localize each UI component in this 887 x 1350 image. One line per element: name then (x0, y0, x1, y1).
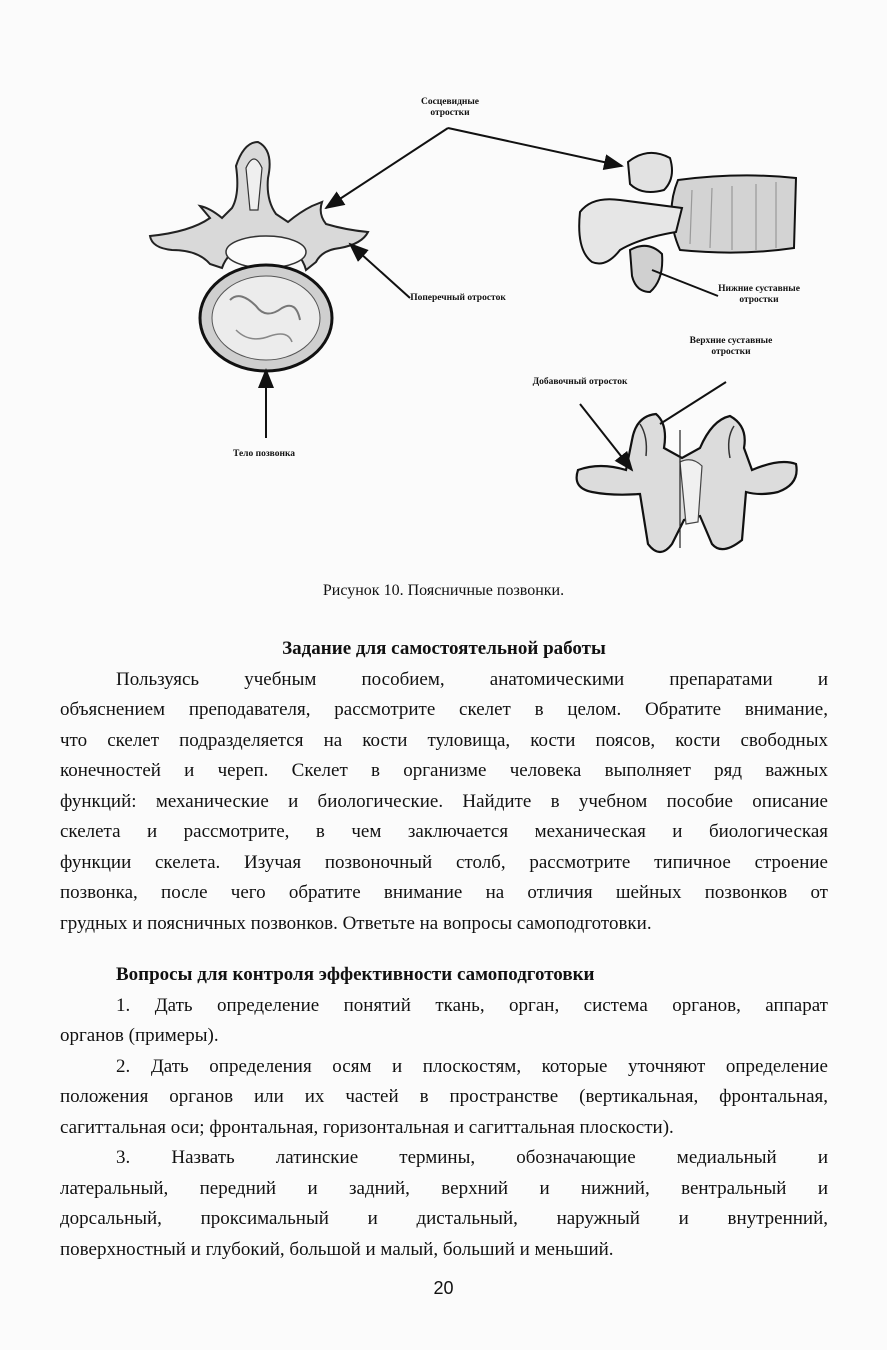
label-inferior-articular-processes: Нижние суставные отростки (718, 284, 800, 305)
label-mastoid-processes: Сосцевидные отростки (420, 97, 480, 118)
task-line: объяснением преподавателя, рассмотрите скелет в целом. Обратите внимание, (60, 699, 828, 720)
questions-section (60, 960, 828, 1265)
label-vertebral-body: Тело позвонка (232, 449, 296, 459)
task-line: конечностей и череп. Скелет в организме человека выполняет ряд важных (60, 760, 828, 781)
task-line: Пользуясь учебным пособием, анатомическими препаратами и (116, 668, 828, 690)
question-2-line: 2. Дать определения осям и плоскостям, которые уточняют определение (116, 1055, 828, 1077)
vertebra-posterior-view (577, 414, 797, 552)
task-line: грудных и поясничных позвонков. Ответьте на вопросы самоподготовки. (60, 912, 652, 934)
vertebra-lateral-view (579, 153, 796, 292)
questions-heading: Вопросы для контроля эффективности самоподготовки (116, 964, 595, 985)
page-number: 20 (433, 1278, 454, 1298)
label-transverse-process: Поперечный отросток (410, 293, 506, 303)
task-line: что скелет подразделяется на кости туловища, кости поясов, кости свободных (60, 729, 828, 751)
question-1-line: органов (примеры). (60, 1025, 219, 1046)
question-3-line: 3. Назвать латинские термины, обозначающие медиальный и (116, 1147, 828, 1168)
task-section (60, 634, 828, 939)
task-line: позвонка, после чего обратите внимание на отличия шейных позвонков от (60, 882, 828, 903)
figure-caption: Рисунок 10. Поясничные позвонки. (322, 582, 565, 599)
question-1-line: 1. Дать определение понятий ткань, орган, система органов, аппарат (116, 994, 828, 1016)
task-heading: Задание для самостоятельной работы (282, 638, 606, 659)
question-2-line: положения органов или их частей в пространстве (вертикальная, фронтальная, (60, 1086, 828, 1107)
label-accessory-process: Добавочный отросток (532, 377, 628, 387)
question-3-line: дорсальный, проксимальный и дистальный, наружный и внутренний, (60, 1208, 828, 1229)
task-line: функций: механические и биологические. Найдите в учебном пособие описание (60, 790, 828, 812)
task-line: скелета и рассмотрите, в чем заключается механическая и биологическая (60, 821, 828, 842)
label-superior-articular-processes: Верхние суставные отростки (689, 336, 773, 357)
figure-lumbar-vertebrae (0, 0, 887, 580)
question-3-line: поверхностный и глубокий, большой и малый, больший и меньший. (60, 1238, 614, 1260)
question-3-line: латеральный, передний и задний, верхний и нижний, вентральный и (60, 1177, 828, 1199)
vertebra-superior-view (150, 142, 368, 371)
task-line: функции скелета. Изучая позвоночный столб, рассмотрите типичное строение (60, 851, 828, 873)
question-2-line: сагиттальная оси; фронтальная, горизонтальная и сагиттальная плоскости). (60, 1116, 674, 1138)
